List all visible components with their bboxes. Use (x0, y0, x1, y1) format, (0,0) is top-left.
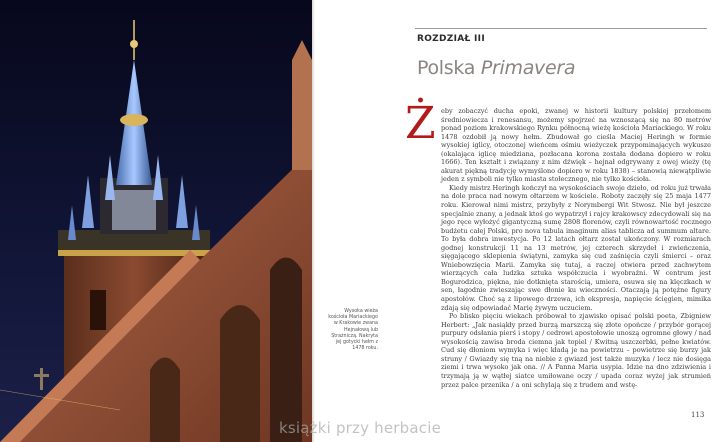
right-page (315, 0, 720, 442)
body-text (441, 107, 711, 389)
chapter-label: ROZDZIAŁ III (417, 34, 485, 44)
paragraph-2: Kiedy mistrz Heringh kończył na wysokościach swoje dzieło, od roku już trwała na dole praca nad nowym ołtarzem w kościele. Roboty zaczęły się 25 maja 1477 roku. Kierował nimi mistrz, przybyły z Norymbergi Wit Stwosz. Nie był jeszcze specjalnie znany, a jednak ktoś go wypatrzył i rajcy krakowscy zdecydowali się na jego ręce wyłożyć gigantyczną sumę 2808 florenów, czyli równowartość rocznego budżetu całej Polski, pro nova tabula imaginum alias tablicza ad summum altare. To była dobra inwestycja. Po 12 latach ołtarz został ukończony. W rozmiarach godnej konstrukcji 11 na 13 metrów, jej czterech skrzydeł i zwieńczenia, sięgającego sklepienia świątyni, zamyka się cud zaśnięcia czyli śmierci – oraz Wniebowzięcia Marii. Zamyka się tutaj, a raczej otwiera przed zachwytem wierzących cała ludzka sztuka współczucia i wyobraźni. W centrum jest Bogurodzica, piękna, nie dotknięta starością, umiera, osuwa się na klęczkach w sen, łagodnie zwieszając swe dłonie ku wieczności. Otaczają ją potężne figury apostołów. Choć są z lipowego drzewa, ich ekspresja, napięcie ścięgien, mimika zdają się odpowiadać Marię żywym uczuciem. (441, 183, 711, 312)
title-italic: Primavera (480, 57, 576, 79)
church-tower-photo (0, 0, 312, 442)
paragraph-1: eby zobaczyć ducha epoki, zwanej w historii kultury polskiej przełomem średniowiecza i renesansu, możemy spojrzeć na wznoszącą się na 80 metrów ponad poziom krakowskiego Rynku północną wieżę kościoła Mariackiego. W roku 1478 ozdobił ją nowy hełm. Zbudował go cieśla Maciej Heringh w formie wysokiej iglicy, otoczonej wieńcem ośmiu wieżyczek przypominających wykusze (okalająca iglicę miedziana, pozłacana korona została dodana dopiero w roku 1666). Ten kształt i związany z nim dźwięk – hejnał odgrywany z owej wieży (tę akurat piękną tradycję wymyślono dopiero w roku 1838) – stanowią niewątpliwie jeden z symboli nie tylko miasta stołecznego, nie tylko kościoła. (441, 107, 711, 184)
title-main: Polska (417, 57, 476, 79)
drop-cap: Ż (405, 98, 436, 149)
paragraph-3: Po blisko pięciu wiekach próbował to zjawisko opisać polski poeta, Zbigniew Herbert: „Jak nasiąkły przed burzą marszczą się złote opończe / przybór gorącej purpury odsłania pierś i stopy / cedrowi apostołowie unoszą ogromne głowy / nad wysokością zawisa broda ciemna jak topiel / Kwitną uszczerbki, pełne kwiatów. Cud się dłoniom wymyka i więc kładą je na powietrzu – powietrze się burzy jak struny / Gwiazdy się tną na niebie z gwiazd jest także muzyka / lecz nie dosięga ziemi i trwa wysoko jak ona. // A Panna Maria usypia. Idzie na dno zdziwienia i trzymają ją w wątłej siatce umiłowane oczy / upada coraz wyżej jak strumień przez palce przenika / a oni schylają się z trudem and wstę- (441, 312, 711, 389)
photo-caption: Wysoka wieża kościoła Mariackiego w Krakowie zwana Hejnałową lub Strażniczą. Nakryta jej gotycki hełm z 1478 roku. (328, 309, 378, 352)
chapter-rule (415, 28, 707, 29)
chapter-title (417, 57, 575, 79)
page-number: 113 (691, 411, 705, 419)
watermark: książki przy herbacie (278, 419, 442, 437)
